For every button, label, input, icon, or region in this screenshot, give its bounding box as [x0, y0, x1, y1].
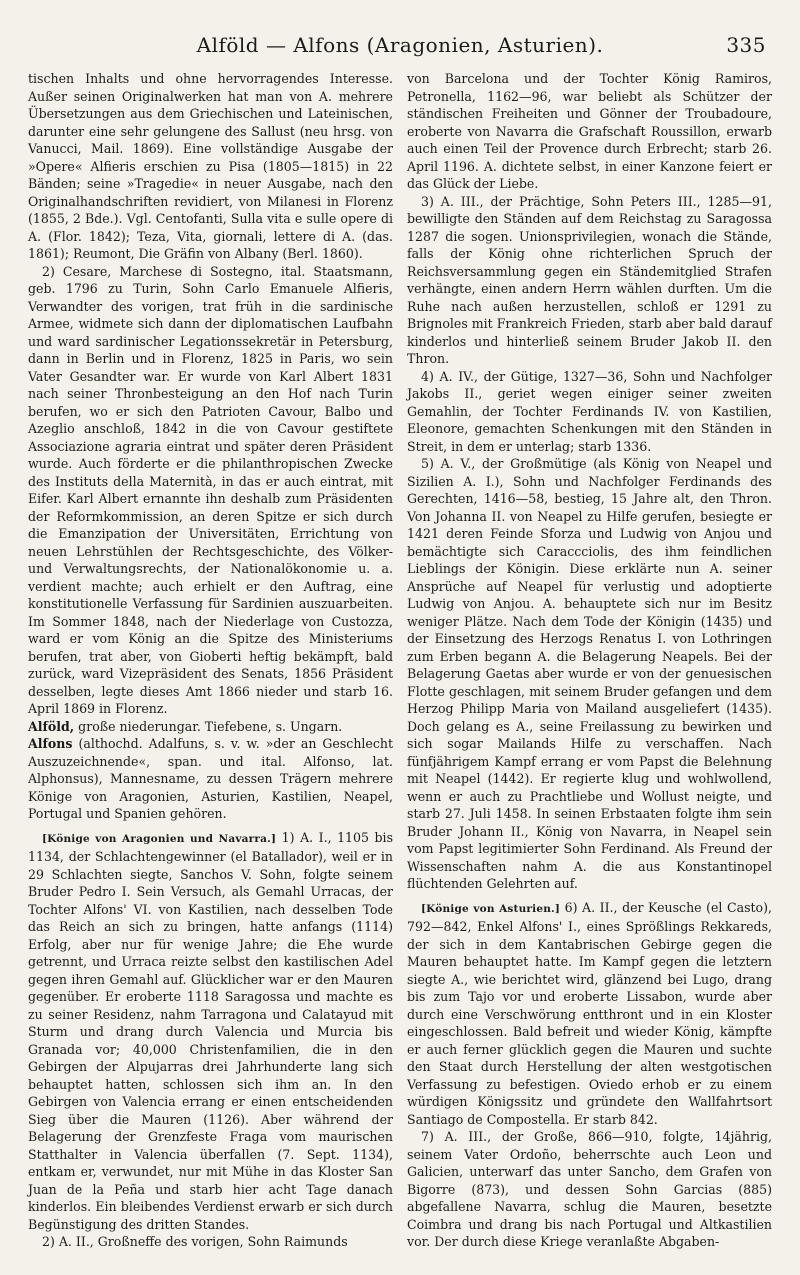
section-heading: [Könige von Asturien.]	[421, 902, 561, 915]
right-column	[407, 70, 772, 1251]
paragraph	[407, 368, 772, 456]
paragraph-text: 5) A. V., der Großmütige (als König von Neapel und Sizilien A. I.), Sohn und Nachfolger Ferdinands des Gerechten, 1416—58, bestieg, 15 Jahre alt, den Thron. Von Johanna II. von Neapel zu Hilfe gerufen, besiegte er 1421 deren Feinde Sforza und Ludwig von Anjou und bemächtigte sich Caraccciolis, des ihm feindlichen Lieblings der Königin. Diese erklärte nun A. seiner Ansprüche auf Neapel für verlustig und adoptierte Ludwig von Anjou. A. behauptete sich nur im Besitz weniger Plätze. Nach dem Tode der Königin (1435) und der Einsetzung des Herzogs Renatus I. von Lothringen zum Erben begann A. die Belagerung Neapels. Bei der Belagerung Gaetas aber wurde er von der genuesischen Flotte geschlagen, mit seinem Bruder gefangen und dem Herzog Philipp Maria von Mailand ausgeliefert (1435). Doch gelang es A., seine Freilassung zu bewirken und sich sogar Mailands Hilfe zu verschaffen. Nach fünfjährigem Kampf errang er vom Papst die Belehnung mit Neapel (1442). Er regierte klug und wohlwollend, wenn er auch zu Prachtliebe und Wollust neigte, und starb 27. Juli 1458. In seinen Erbstaaten folgte ihm sein Bruder Johann II., König von Navarra, in Neapel sein vom Papst legitimierter Sohn Ferdinand. Als Freund der Wissenschaften nahm A. die aus Konstantinopel flüchtenden Gelehrten auf.	[407, 456, 772, 891]
page-header	[28, 28, 772, 62]
paragraph-text: 3) A. III., der Prächtige, Sohn Peters III., 1285—91, bewilligte den Ständen auf dem Reichstag zu Saragossa 1287 die sogen. Unionsprivilegien, wonach die Stände, falls der König ohne richterlichen Spruch der Reichsversammlung gegen ein Ständemitglied Strafen verhängte, einen andern Herrn wählen durften. Um die Ruhe nach außen herzustellen, schloß er 1291 zu Brignoles mit Frankreich Frieden, starb aber bald darauf kinderlos und hinterließ seinem Bruder Jakob II. den Thron.	[407, 193, 772, 366]
paragraph-text: 6) A. II., der Keusche (el Casto), 792—842, Enkel Alfons' I., eines Sprößlings Rekkareds, der sich in dem Kantabrischen Gebirge gegen die Mauren behauptet hatte. Im Kampf gegen die letztern siegte A., wie berichtet wird, glänzend bei Lugo, drang bis zum Tajo vor und eroberte Lissabon, wurde aber durch eine Verschwörung entthront und in ein Kloster eingeschlossen. Bald befreit und wieder König, kämpfte er auch ferner glücklich gegen die Mauren und suchte den Staat durch Herstellung der alten westgotischen Verfassung zu befestigen. Oviedo erhob er zu einem würdigen Königssitz und gründete den Wallfahrtsort Santiago de Compostella. Er starb 842.	[407, 899, 772, 1127]
paragraph	[407, 455, 772, 893]
text-columns	[28, 70, 772, 1251]
paragraph-text: 2) A. II., Großneffe des vorigen, Sohn Raimunds	[42, 1234, 348, 1249]
paragraph-text: 4) A. IV., der Gütige, 1327—36, Sohn und Nachfolger Jakobs II., geriet wegen einiger seiner zweiten Gemahlin, der Tochter Ferdinands IV. von Kastilien, Eleonore, gemachten Schenkungen mit den Ständen in Streit, in dem er unterlag; starb 1336.	[407, 368, 772, 454]
paragraph	[28, 735, 393, 823]
paragraph	[407, 193, 772, 368]
left-column	[28, 70, 393, 1251]
paragraph-text: (althochd. Adalfuns, s. v. w. »der an Geschlecht Auszuzeichnende«, span. und ital. Alfonso, lat. Alphonsus), Mannesname, zu dessen Trägern mehrere Könige von Aragonien, Asturien, Kastilien, Neapel, Portugal und Spanien gehören.	[28, 736, 393, 821]
paragraph-text: tischen Inhalts und ohne hervorragendes Interesse. Außer seinen Originalwerken hat man von A. mehrere Übersetzungen aus dem Griechischen und Lateinischen, darunter eine sehr gelungene des Sallust (neu hrsg. von Vanucci, Mail. 1869). Eine vollständige Ausgabe der »Opere« Alfieris erschien zu Pisa (1805—1815) in 22 Bänden; seine »Tragedie« in neuer Ausgabe, nach den Originalhandschriften revidiert, von Milanesi in Florenz (1855, 2 Bde.). Vgl. Centofanti, Sulla vita e sulle opere di A. (Flor. 1842); Teza, Vita, giornali, lettere di A. (das. 1861); Reumont, Die Gräfin von Albany (Berl. 1860).	[28, 71, 393, 261]
running-title: Alföld — Alfons (Aragonien, Asturien).	[196, 33, 604, 57]
paragraph-text: von Barcelona und der Tochter König Ramiros, Petronella, 1162—96, war beliebt als Schützer der ständischen Freiheiten und Gönner der Troubadoure, eroberte von Navarra die Grafschaft Roussillon, erwarb auch einen Teil der Provence durch Erbrecht; starb 26. April 1196. A. dichtete selbst, in einer Kanzone feiert er das Glück der Liebe.	[407, 71, 772, 191]
paragraph	[407, 1128, 772, 1251]
page-number: 335	[726, 33, 766, 57]
paragraph-text: 1) A. I., 1105 bis 1134, der Schlachtengewinner (el Batallador), weil er in 29 Schlachten siegte, Sanchos V. Sohn, folgte seinem Bruder Pedro I. Sein Versuch, als Gemahl Urracas, der Tochter Alfons' VI. von Kastilien, nach desselben Tode das Reich an sich zu bringen, hatte anfangs (1114) Erfolg, aber nur für wenige Jahre; die Ehe wurde getrennt, und Urraca reizte selbst den kastilischen Adel gegen ihren Gemahl auf. Glücklicher war er den Mauren gegenüber. Er eroberte 1118 Saragossa und machte es zu seiner Residenz, nahm Tarragona und Calatayud mit Sturm und drang durch Valencia und Murcia bis Granada vor; 40,000 Christenfamilien, die in den Gebirgen der Alpujarras drei Jahrhunderte lang sich behauptet hatten, schlossen sich ihm an. In den Gebirgen von Valencia errang er einen entscheidenden Sieg über die Mauren (1126). Aber während der Belagerung der Grenzfeste Fraga vom maurischen Statthalter in Valencia überfallen (7. Sept. 1134), entkam er, verwundet, nur mit Mühe in das Kloster San Juan de la Peña und starb hier acht Tage danach kinderlos. Ein bleibendes Verdienst erwarb er sich durch Begünstigung des dritten Standes.	[28, 829, 394, 1232]
section-heading: [Könige von Aragonien und Navarra.]	[42, 832, 277, 845]
paragraph-text: große niederungar. Tiefebene, s. Ungarn.	[74, 718, 343, 734]
paragraph	[28, 1233, 393, 1251]
entry-keyword: Alföld,	[28, 718, 75, 734]
paragraph	[28, 263, 393, 718]
paragraph-text: 7) A. III., der Große, 866—910, folgte, 14jährig, seinem Vater Ordoño, beherrschte auch Leon und Galicien, unterwarf das unter Sancho, dem Grafen von Bigorre (873), und dessen Sohn Garcias (885) abgefallene Navarra, schlug die Mauren, besetzte Coimbra und drang bis nach Portugal und Altkastilien vor. Der durch diese Kriege veranlaßte Abgaben-	[407, 1129, 772, 1249]
paragraph-text: 2) Cesare, Marchese di Sostegno, ital. Staatsmann, geb. 1796 zu Turin, Sohn Carlo Emanuele Alfieris, Verwandter des vorigen, trat früh in die sardinische Armee, widmete sich dann der diplomatischen Laufbahn und ward sardinischer Legationssekretär in Petersburg, dann in Berlin und in Florenz, 1825 in Paris, wo sein Vater Gesandter war. Er wurde von Karl Albert 1831 nach seiner Thronbesteigung an den Hof nach Turin berufen, wo er sich den Patrioten Cavour, Balbo und Azeglio anschloß, 1842 in die von Cavour gestiftete Associazione agraria eintrat und später deren Präsident wurde. Auch förderte er die philanthropischen Zwecke des Instituts della Maternità, in das er auch eintrat, mit Eifer. Karl Albert ernannte ihn deshalb zum Präsidenten der Reformkommission, an deren Spitze er sich durch die Emanzipation der Universitäten, Errichtung von neuen Lehrstühlen der Rechtsgeschichte, des Völker- und Verwaltungsrechts, der Nationalökonomie u. a. verdient machte; auch erhielt er den Auftrag, eine konstitutionelle Verfassung für Sardinien auszuarbeiten. Im Sommer 1848, nach der Niederlage von Custozza, ward er vom König an die Spitze des Ministeriums berufen, trat aber, von Gioberti heftig bekämpft, bald zurück, ward Vizepräsident des Senats, 1856 Präsident desselben, legte dieses Amt 1866 nieder und starb 16. April 1869 in Florenz.	[28, 263, 393, 716]
paragraph	[407, 899, 772, 1129]
paragraph	[28, 70, 393, 263]
paragraph	[28, 829, 393, 1234]
paragraph	[407, 70, 772, 193]
entry-keyword: Alfons	[28, 736, 73, 751]
paragraph	[28, 718, 393, 736]
